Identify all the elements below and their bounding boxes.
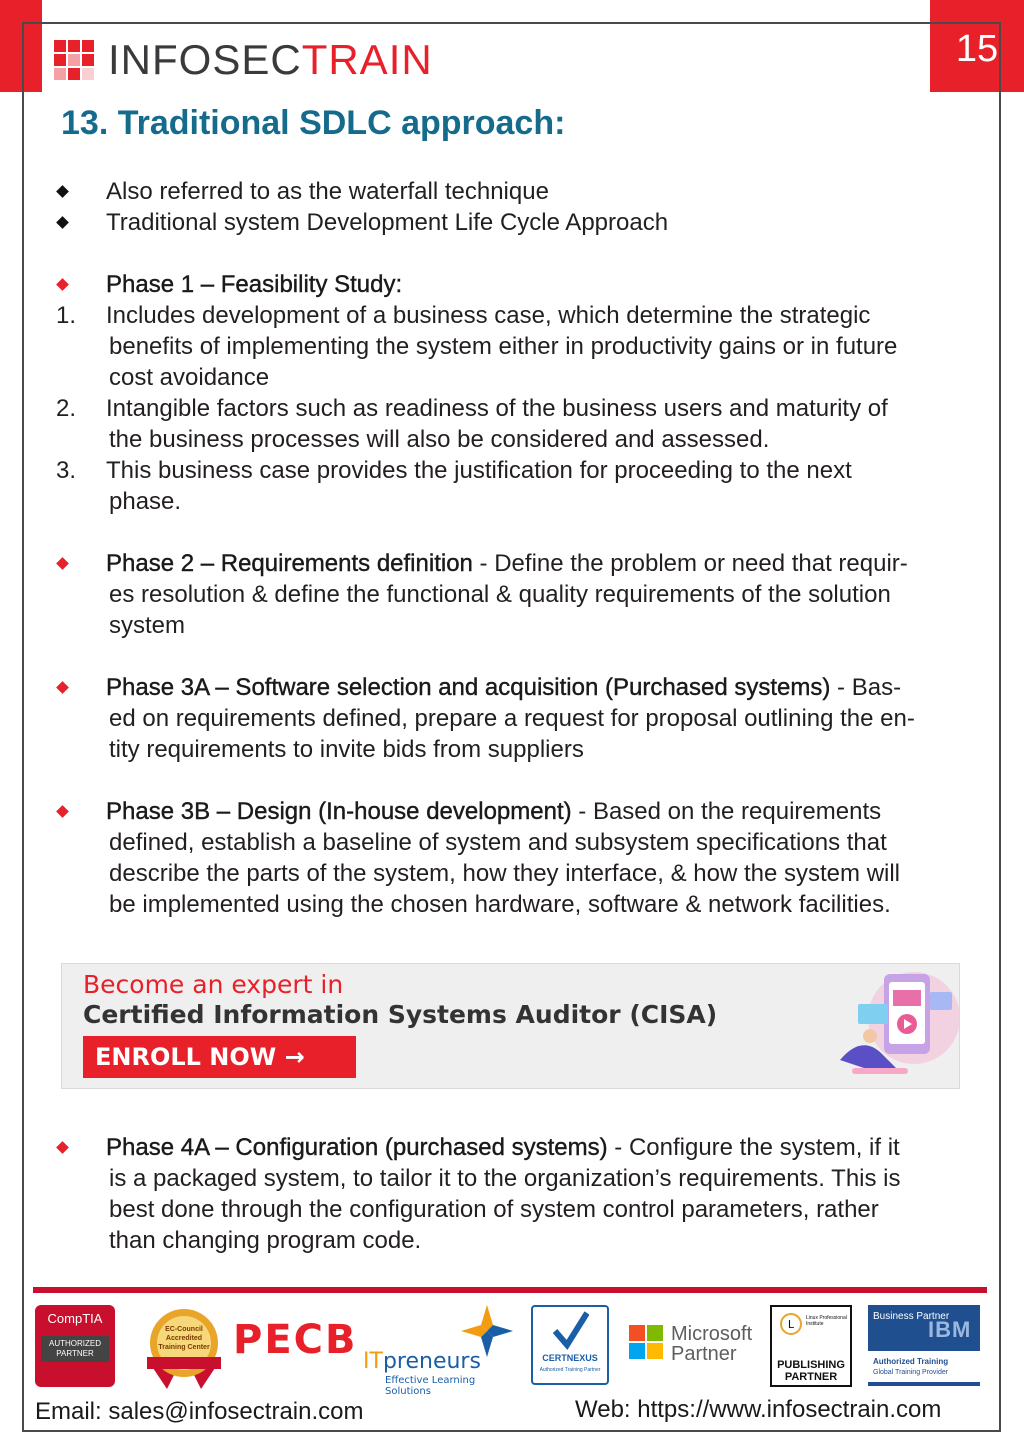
logo-text	[108, 36, 433, 84]
ibm-authorized-text: Authorized Training	[873, 1357, 949, 1366]
bullet-diamond-icon	[56, 185, 69, 198]
item-text: Intangible factors such as readiness of the business users and maturity of	[106, 395, 888, 422]
phase4a-text-cont: than changing program code.	[109, 1227, 422, 1254]
item-text: Includes development of a business case, which determine the strategic	[106, 302, 871, 329]
footer-website[interactable]: Web: https://www.infosectrain.com	[575, 1396, 942, 1423]
phase3a-text-cont: ed on requirements defined, prepare a request for proposal outlining the en-	[109, 705, 915, 732]
checkmark-icon	[553, 1311, 589, 1351]
phase3a-text: - Bas-	[830, 674, 902, 701]
bullet-diamond-icon	[56, 216, 69, 229]
item-number: 3.	[56, 457, 77, 484]
ibm-bp-text: Business Partner	[873, 1311, 950, 1322]
certnexus-tagline: Authorized Training Partner	[539, 1367, 601, 1373]
phase3b-text-cont: be implemented using the chosen hardware, software & network facilities.	[109, 891, 891, 918]
phase1-heading: Phase 1 – Feasibility Study:	[106, 271, 403, 298]
phase4a-text: - Configure the system, if it	[607, 1134, 900, 1161]
main-content-continued	[54, 1132, 984, 1256]
lpi-publishing-partner-logo	[770, 1305, 852, 1387]
lpi-partner-text: PUBLISHING PARTNER	[777, 1359, 845, 1383]
lpi-emblem-icon	[780, 1313, 802, 1335]
phase4a-item	[54, 1132, 984, 1256]
phase2-text: - Define the problem or need that requir-	[472, 550, 908, 577]
page-number: 15	[955, 28, 999, 70]
phase2-heading: Phase 2 – Requirements definition	[106, 550, 473, 577]
item-text-cont: phase.	[109, 488, 182, 515]
phase3b-item	[54, 796, 984, 920]
phase3a-heading: Phase 3A – Software selection and acquisition (Purchased systems)	[106, 674, 831, 701]
numbered-item	[54, 300, 984, 393]
certnexus-logo	[531, 1305, 609, 1385]
ibm-global-text: Global Training Provider	[873, 1369, 949, 1376]
item-text-cont: benefits of implementing the system either in productivity gains or in future	[109, 333, 898, 360]
phase3b-text: - Based on the requirements	[571, 798, 882, 825]
partner-logos	[33, 1305, 987, 1397]
ibm-wordmark: IBM	[928, 1317, 972, 1342]
svg-text:L: L	[787, 1318, 795, 1331]
item-text-cont: the business processes will also be considered and assessed.	[109, 426, 770, 453]
microsoft-partner-logo	[629, 1325, 769, 1365]
infosectrain-logo	[54, 38, 433, 82]
list-item	[54, 207, 984, 238]
numbered-item	[54, 455, 984, 517]
phase3a-item	[54, 672, 984, 765]
itpreneurs-name: ITpreneurs	[363, 1349, 481, 1374]
phase2-text-cont: es resolution & define the functional & quality requirements of the solution	[109, 581, 891, 608]
pecb-logo: PECB	[233, 1317, 358, 1363]
bullet-diamond-icon	[56, 557, 69, 570]
footer-email[interactable]: Email: sales@infosectrain.com	[35, 1398, 364, 1425]
ec-council-logo	[137, 1305, 231, 1389]
elearning-illustration-icon	[822, 964, 960, 1089]
logo-mark-icon	[54, 40, 94, 80]
enroll-now-button[interactable]: ENROLL NOW →	[83, 1036, 356, 1078]
bullet-diamond-icon	[56, 278, 69, 291]
phase3b-text-cont: describe the parts of the system, how they interface, & how the system will	[109, 860, 901, 887]
itpreneurs-logo	[363, 1305, 515, 1397]
ec-council-text: EC-Council Accredited Training Center	[158, 1326, 210, 1351]
comptia-logo	[35, 1305, 115, 1387]
phase2-item	[54, 548, 984, 641]
phase3b-text-cont: defined, establish a baseline of system and subsystem specifications that	[109, 829, 887, 856]
footer-divider	[33, 1287, 987, 1293]
page-title: 13. Traditional SDLC approach:	[61, 104, 566, 142]
item-text: This business case provides the justification for proceeding to the next	[106, 457, 852, 484]
microsoft-squares-icon	[629, 1325, 663, 1359]
item-number: 1.	[56, 302, 77, 329]
item-number: 2.	[56, 395, 77, 422]
bullet-diamond-icon	[56, 805, 69, 818]
phase4a-text-cont: is a packaged system, to tailor it to the organization’s requirements. This is	[109, 1165, 901, 1192]
phase3a-text-cont: tity requirements to invite bids from suppliers	[109, 736, 584, 763]
bullet-text: Traditional system Development Life Cycle Approach	[106, 209, 669, 236]
certnexus-name: CERTNEXUS	[542, 1353, 598, 1363]
list-item	[54, 176, 984, 207]
banner-course-title: Certified Information Systems Auditor (CISA)	[83, 1000, 718, 1029]
phase4a-heading: Phase 4A – Configuration (purchased systems)	[106, 1134, 608, 1161]
logo-text-infosec: INFOSEC	[108, 36, 302, 83]
phase1-heading-row	[54, 269, 984, 300]
phase4a-text-cont: best done through the configuration of system control parameters, rather	[109, 1196, 879, 1223]
ibm-business-partner-logo	[868, 1305, 980, 1387]
comptia-badge: AUTHORIZED PARTNER	[41, 1336, 109, 1362]
main-content	[54, 176, 984, 920]
phase2-text-cont: system	[109, 612, 186, 639]
phase3b-heading: Phase 3B – Design (In-house development)	[106, 798, 572, 825]
item-text-cont: cost avoidance	[109, 364, 270, 391]
bullet-text: Also referred to as the waterfall technique	[106, 178, 549, 205]
microsoft-partner-text: Partner	[671, 1343, 737, 1365]
bullet-diamond-icon	[56, 681, 69, 694]
comptia-name: CompTIA	[47, 1311, 103, 1326]
numbered-item	[54, 393, 984, 455]
bullet-diamond-icon	[56, 1141, 69, 1154]
itpreneurs-tagline: Effective Learning Solutions	[385, 1375, 476, 1397]
lpi-name: Linux Professional Institute	[806, 1315, 847, 1327]
logo-text-train: TRAIN	[301, 36, 433, 83]
microsoft-name: Microsoft	[671, 1323, 753, 1345]
banner-tagline: Become an expert in	[83, 970, 344, 999]
cisa-promo-banner[interactable]	[61, 963, 960, 1089]
